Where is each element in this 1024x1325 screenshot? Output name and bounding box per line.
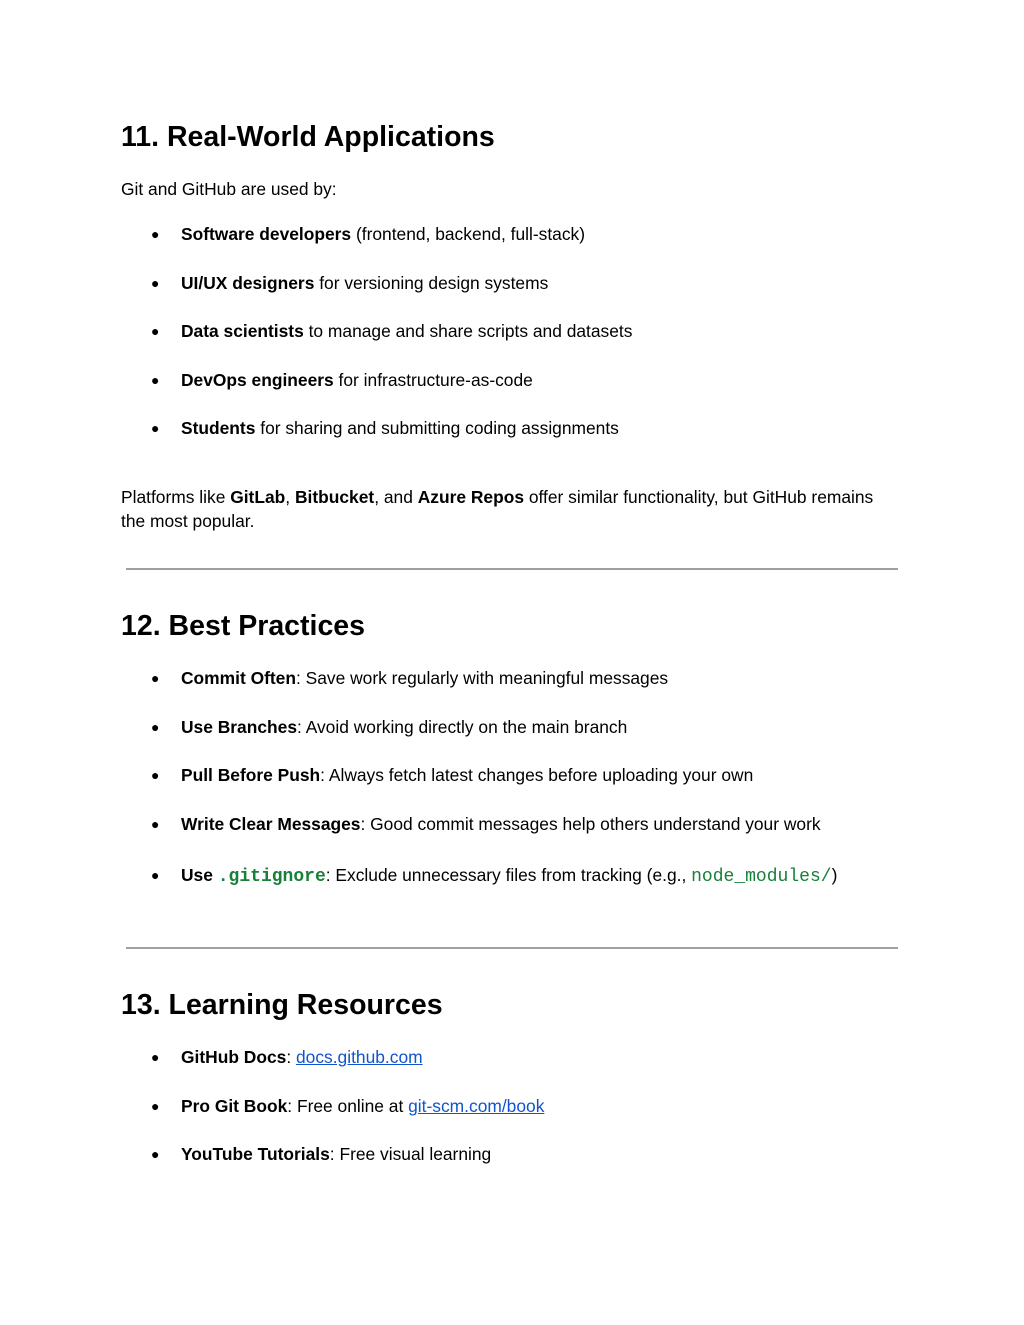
item-term: Students bbox=[181, 418, 256, 439]
item-description: : Good commit messages help others understand your work bbox=[360, 813, 821, 834]
bullet-icon: ● bbox=[151, 867, 160, 883]
gitignore-list bbox=[121, 863, 901, 889]
bullet-icon: ● bbox=[151, 323, 160, 340]
list-item bbox=[121, 1142, 901, 1166]
github-docs-link[interactable]: docs.github.com bbox=[295, 1047, 423, 1067]
users-list bbox=[121, 222, 901, 440]
list-item bbox=[121, 416, 901, 440]
platform-bitbucket: Bitbucket bbox=[294, 487, 375, 507]
intro-paragraph bbox=[121, 177, 901, 201]
bullet-icon: ● bbox=[151, 420, 160, 437]
bullet-icon: ● bbox=[151, 1097, 160, 1114]
platform-gitlab: GitLab bbox=[230, 487, 286, 507]
section-heading: 11. Real-World Applications bbox=[121, 121, 495, 153]
bullet-icon: ● bbox=[151, 274, 160, 291]
item-term: YouTube Tutorials bbox=[181, 1144, 330, 1165]
text-run: , bbox=[285, 487, 295, 507]
practices-list bbox=[121, 666, 901, 836]
list-item bbox=[121, 763, 901, 787]
section-best-practices bbox=[121, 609, 901, 643]
bullet-icon: ● bbox=[151, 371, 160, 388]
list-item bbox=[121, 1094, 901, 1118]
separator: : Free online at bbox=[287, 1095, 409, 1116]
item-term: Use Branches bbox=[181, 716, 297, 737]
section-heading: 12. Best Practices bbox=[121, 610, 365, 642]
bullet-icon: ● bbox=[151, 767, 160, 784]
item-description: to manage and share scripts and datasets bbox=[303, 321, 633, 342]
item-term: UI/UX designers bbox=[181, 272, 315, 293]
pro-git-book-link[interactable]: git-scm.com/book bbox=[408, 1095, 545, 1116]
item-term: Pro Git Book bbox=[181, 1095, 288, 1116]
list-item bbox=[121, 222, 901, 246]
list-item bbox=[121, 368, 901, 392]
closing-paren: ) bbox=[831, 865, 838, 885]
text-run: Platforms like bbox=[121, 487, 231, 507]
item-term: Commit Often bbox=[181, 668, 296, 688]
item-description: : Exclude unnecessary files from tracking (e.g., bbox=[325, 865, 692, 885]
item-term: GitHub Docs bbox=[181, 1047, 287, 1067]
item-term: Write Clear Messages bbox=[181, 813, 361, 834]
item-description: (frontend, backend, full-stack) bbox=[351, 224, 586, 244]
item-description: : Avoid working directly on the main branch bbox=[297, 716, 628, 737]
bullet-icon: ● bbox=[151, 226, 160, 242]
item-description: for infrastructure-as-code bbox=[333, 369, 533, 390]
intro-text: Git and GitHub are used by: bbox=[121, 179, 337, 199]
bullet-icon: ● bbox=[151, 718, 160, 735]
separator: : bbox=[286, 1047, 296, 1067]
item-description: : Always fetch latest changes before uploading your own bbox=[320, 765, 754, 786]
list-item bbox=[121, 812, 901, 836]
item-description: : Save work regularly with meaningful messages bbox=[295, 668, 669, 688]
item-description: for versioning design systems bbox=[314, 272, 549, 293]
platform-azure-repos: Azure Repos bbox=[417, 487, 525, 507]
text-run: , and bbox=[374, 487, 418, 507]
horizontal-rule bbox=[126, 947, 898, 949]
section-learning-resources bbox=[121, 988, 901, 1022]
item-term: DevOps engineers bbox=[181, 369, 334, 390]
item-term: Pull Before Push bbox=[181, 765, 321, 786]
platforms-text bbox=[121, 485, 901, 533]
bullet-icon: ● bbox=[151, 1049, 160, 1065]
item-term: Software developers bbox=[181, 224, 352, 244]
bullet-icon: ● bbox=[151, 1146, 160, 1163]
list-item bbox=[121, 666, 901, 690]
item-description: for sharing and submitting coding assignments bbox=[255, 418, 619, 439]
list-item bbox=[121, 715, 901, 739]
horizontal-rule bbox=[126, 568, 898, 570]
section-real-world-applications bbox=[121, 120, 901, 154]
code-node-modules: node_modules/ bbox=[691, 867, 832, 887]
platforms-paragraph bbox=[121, 485, 901, 533]
resources-list bbox=[121, 1045, 901, 1166]
list-item bbox=[121, 271, 901, 295]
text-run: offer similar functionality, but GitHub remains the most popular. bbox=[121, 487, 874, 531]
list-item bbox=[121, 863, 901, 889]
section-heading: 13. Learning Resources bbox=[121, 989, 443, 1021]
list-item bbox=[121, 1045, 901, 1069]
bullet-icon: ● bbox=[151, 670, 160, 686]
list-item bbox=[121, 319, 901, 343]
item-description: : Free visual learning bbox=[329, 1144, 492, 1165]
item-term: Use bbox=[181, 865, 218, 885]
item-term: Data scientists bbox=[181, 321, 304, 342]
code-gitignore: .gitignore bbox=[217, 867, 326, 887]
bullet-icon: ● bbox=[151, 815, 160, 832]
